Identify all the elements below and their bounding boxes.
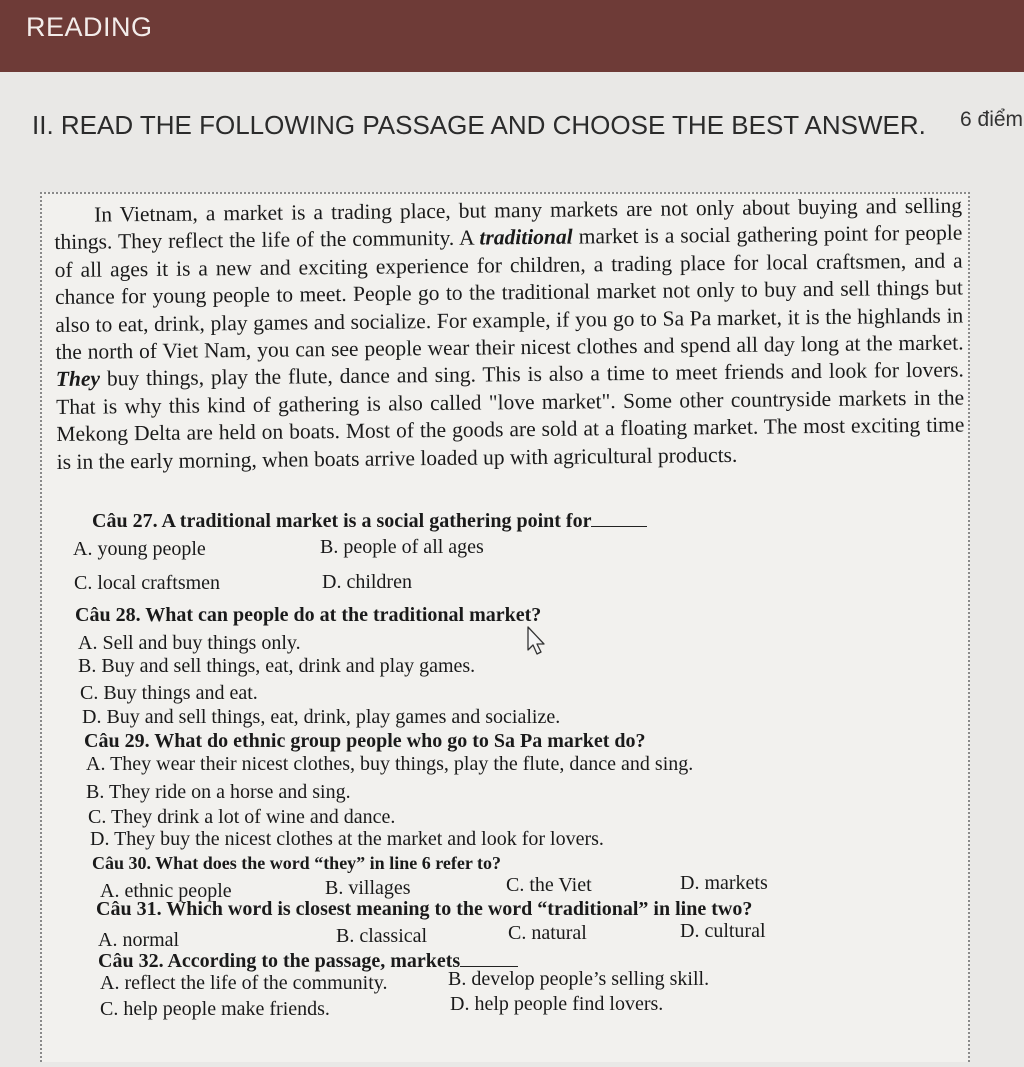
q32-option-c[interactable]: C. help people make friends.: [100, 998, 330, 1020]
question-31: Câu 31. Which word is closest meaning to the word “traditional” in line two?: [96, 898, 753, 920]
q28-option-a[interactable]: A. Sell and buy things only.: [78, 632, 301, 654]
q29-option-d[interactable]: D. They buy the nicest clothes at the market and look for lovers.: [90, 828, 604, 850]
answer-blank: [460, 952, 518, 967]
points-label: 6 điểm: [960, 108, 1024, 131]
top-bar: [0, 0, 1024, 72]
q27-option-a[interactable]: A. young people: [73, 538, 206, 560]
section-heading: II. READ THE FOLLOWING PASSAGE AND CHOOSE THE BEST ANSWER.: [32, 110, 926, 140]
q30-option-a[interactable]: A. ethnic people: [100, 880, 232, 902]
q31-option-b[interactable]: B. classical: [336, 925, 428, 947]
q30-option-b[interactable]: B. villages: [325, 877, 411, 899]
passage-word-traditional: traditional: [479, 224, 573, 250]
question-32: Câu 32. According to the passage, markets: [98, 950, 518, 973]
q29-option-b[interactable]: B. They ride on a horse and sing.: [86, 781, 351, 803]
q31-option-c[interactable]: C. natural: [508, 922, 587, 944]
question-29: Câu 29. What do ethnic group people who go to Sa Pa market do?: [84, 730, 646, 752]
q30-option-c[interactable]: C. the Viet: [506, 874, 592, 896]
q30-option-d[interactable]: D. markets: [680, 872, 768, 894]
passage-word-they: They: [55, 366, 101, 392]
q32-option-b[interactable]: B. develop people’s selling skill.: [448, 968, 710, 990]
q32-option-a[interactable]: A. reflect the life of the community.: [100, 972, 388, 994]
q29-option-a[interactable]: A. They wear their nicest clothes, buy things, play the flute, dance and sing.: [86, 753, 694, 775]
question-27: Câu 27. A traditional market is a social gathering point for: [92, 510, 647, 533]
q27-option-d[interactable]: D. children: [322, 571, 412, 593]
q31-option-d[interactable]: D. cultural: [680, 920, 766, 942]
reading-passage: [54, 192, 965, 476]
q31-option-a[interactable]: A. normal: [98, 929, 180, 951]
passage-text-3: buy things, play the flute, dance and sing. This is also a time to meet friends and look for lovers. That is why this kind of gathering is also called "love market". Some other countryside markets in the Mekong Delta are held on boats. Most of the goods are sold at a floating market. The most exciting time is in the early morning, when boats arrive loaded up with agricultural products.: [56, 357, 965, 474]
mouse-cursor-icon: [526, 626, 548, 656]
q29-option-c[interactable]: C. They drink a lot of wine and dance.: [88, 806, 396, 828]
answer-blank: [591, 512, 647, 527]
page-title: READING: [26, 12, 153, 42]
passage-text-1: In Vietnam, a market is a trading place, but many markets are not only about buying and selling things. They reflect the life of the community. A: [54, 193, 963, 255]
q27-option-c[interactable]: C. local craftsmen: [74, 572, 221, 594]
passage-text-2: market is a social gathering point for people of all ages it is a new and exciting experience for children, a trading place for local craftsmen, and a chance for young people to meet. People go to the traditional market not only to buy and sell things but also to eat, drink, play games and socialize. For example, if you go to Sa Pa market, it is the highlands in the north of Viet Nam, you can see people wear their nicest clothes and spend all day long at the market.: [54, 220, 964, 365]
q27-option-b[interactable]: B. people of all ages: [320, 536, 484, 558]
q28-option-c[interactable]: C. Buy things and eat.: [80, 682, 258, 704]
q28-option-d[interactable]: D. Buy and sell things, eat, drink, play games and socialize.: [82, 706, 561, 728]
question-30: Câu 30. What does the word “they” in line 6 refer to?: [92, 853, 501, 873]
question-28: Câu 28. What can people do at the traditional market?: [75, 604, 542, 626]
q32-option-d[interactable]: D. help people find lovers.: [450, 993, 664, 1015]
q28-option-b[interactable]: B. Buy and sell things, eat, drink and play games.: [78, 655, 476, 677]
